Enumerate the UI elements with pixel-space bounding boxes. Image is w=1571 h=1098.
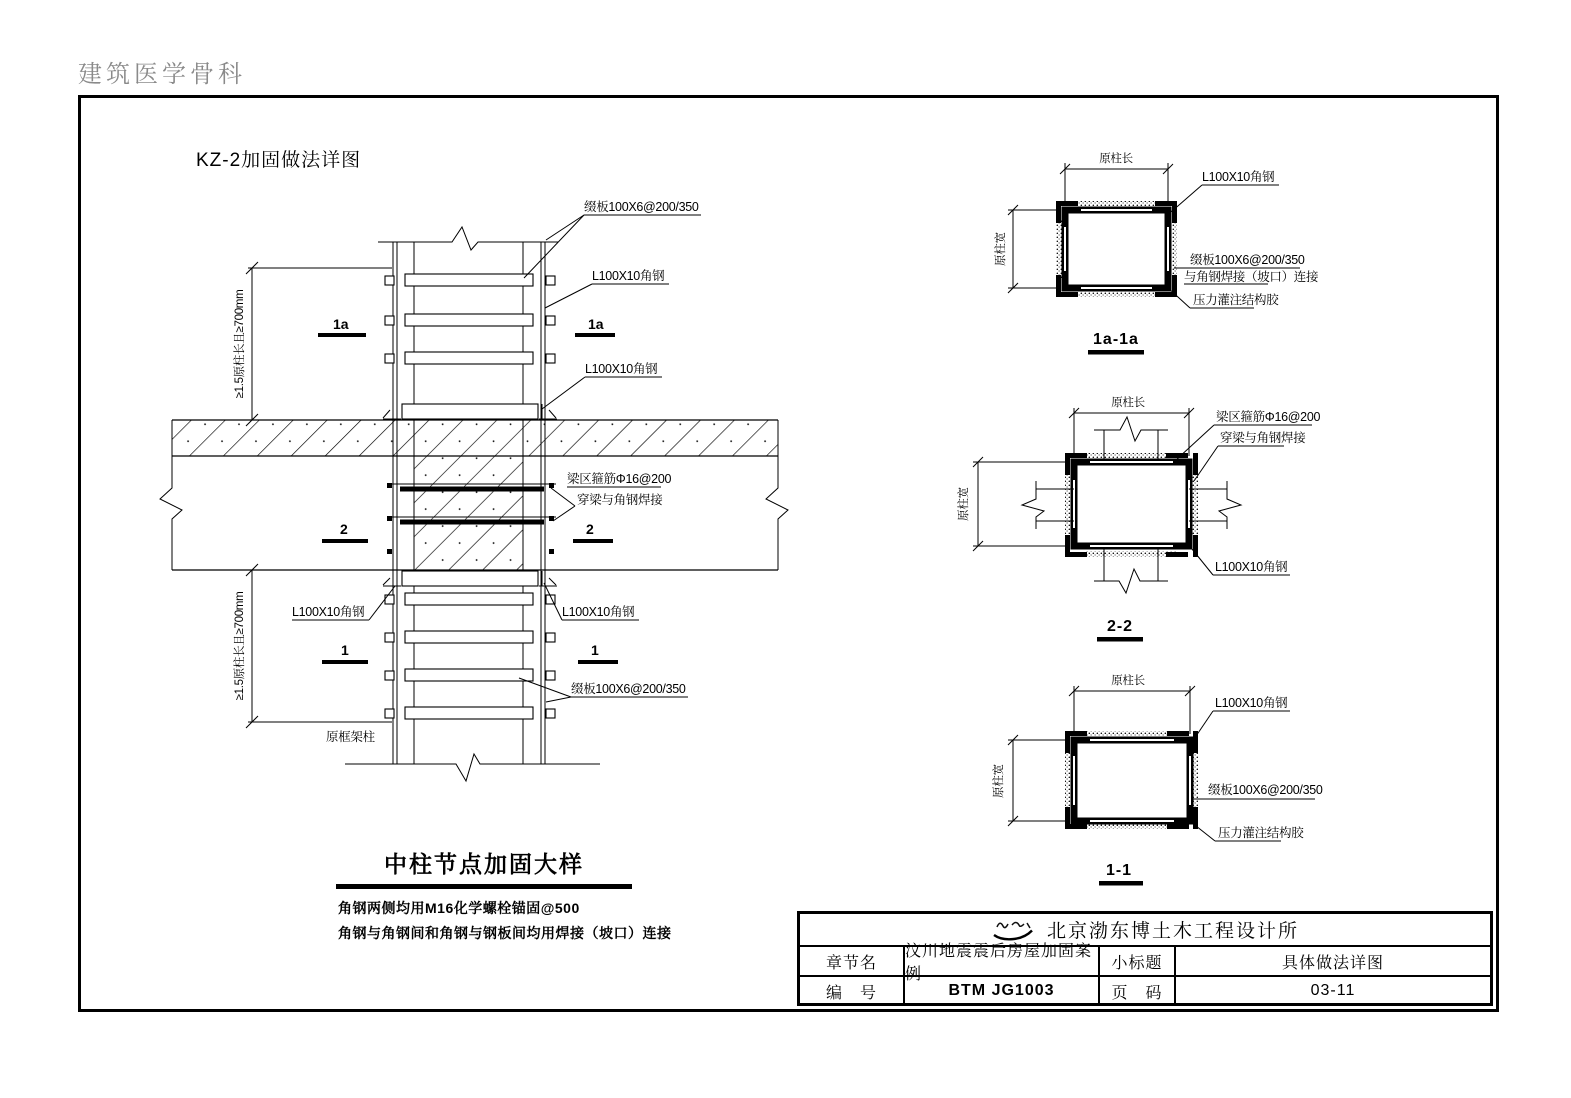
- field-chapter-value: 汶川地震震后房屋加固案例: [905, 947, 1100, 975]
- dim-wid-22: 原柱宽: [958, 487, 970, 521]
- section-title-22: 2-2: [1106, 618, 1134, 635]
- batten-label-bottom: 缀板100X6@200/350: [571, 682, 686, 696]
- dim-lower: [232, 564, 392, 728]
- stirrup-label: 梁区箍筋Φ16@200: [567, 472, 672, 486]
- angle-label-1a1a: L100X10角钢: [1202, 170, 1275, 184]
- title-block-row-3: [800, 977, 1490, 1005]
- detail-title-rule: [336, 884, 632, 889]
- field-subtitle-value: 具体做法详图: [1281, 954, 1384, 972]
- field-number-value: BTM JG1003: [905, 977, 1100, 1005]
- column-break-top: [378, 227, 558, 250]
- main-elevation: [160, 199, 788, 781]
- mark-2-right: 2: [586, 521, 594, 537]
- grout-label-11: 压力灌注结构胶: [1218, 826, 1304, 840]
- section-title-11: 1-1: [1105, 862, 1133, 879]
- joint-hatch: [414, 456, 523, 570]
- title-block-row-2: [800, 943, 1490, 983]
- company-name: 北京渤东博土木工程设计所: [1046, 921, 1299, 942]
- batten-label-1a1a: 缀板100X6@200/350: [1190, 253, 1305, 267]
- mark-1a-left: 1a: [333, 316, 349, 332]
- field-page-value: 03-11: [1310, 982, 1356, 999]
- column-break-bottom: [345, 754, 600, 781]
- dim-wid-1a1a: 原柱宽: [995, 232, 1007, 266]
- mark-1a-right: 1a: [588, 316, 604, 332]
- dim-len-22: 原柱长: [1111, 397, 1145, 409]
- mark-2-left: 2: [340, 521, 348, 537]
- detail-title: 中柱节点加固大样: [384, 851, 584, 877]
- mark-1-left: 1: [341, 642, 349, 658]
- angle-label-22: L100X10角钢: [1215, 560, 1288, 574]
- batten-label-11: 缀板100X6@200/350: [1208, 783, 1323, 797]
- angle-label-mid-right: L100X10角钢: [585, 362, 658, 376]
- stirrup-weld-label: 穿梁与角钢焊接: [577, 493, 663, 507]
- mark-1-right: 1: [591, 642, 599, 658]
- field-page-label: 页 码: [1100, 977, 1176, 1005]
- original-column-label: 原框架柱: [326, 730, 375, 744]
- watermark-text: 建筑医学骨科: [78, 60, 246, 88]
- weld-label-22: 穿梁与角钢焊接: [1220, 431, 1306, 445]
- section-1a-1a: [993, 151, 1319, 355]
- dim-len-11: 原柱长: [1111, 675, 1145, 687]
- section-1-1: [991, 673, 1323, 886]
- dim-upper: [232, 262, 392, 426]
- angle-label-top-right: L100X10角钢: [592, 269, 665, 283]
- slab-hatch: [172, 420, 778, 456]
- sheet-heading: KZ-2加固做法详图: [196, 150, 362, 171]
- field-chapter-label: 章节名: [800, 947, 905, 975]
- section-title-1a1a: 1a-1a: [1093, 331, 1139, 348]
- title-block-company-row: [800, 914, 1490, 947]
- field-subtitle-label: 小标题: [1100, 947, 1176, 975]
- dim-len-1a1a: 原柱长: [1099, 153, 1133, 165]
- note-line-1: 角钢两侧均用M16化学螺栓锚固@500: [338, 900, 580, 916]
- dim-wid-11: 原柱宽: [993, 764, 1005, 798]
- dim-lower-label: ≥1.5原柱长且≥700mm: [234, 591, 246, 701]
- section-2-2: [956, 395, 1320, 642]
- note-line-2: 角钢与角钢间和角钢与钢板间均用焊接（坡口）连接: [338, 925, 672, 941]
- title-block: [797, 911, 1493, 1006]
- field-number-label: 编 号: [800, 977, 905, 1005]
- angle-label-bottom-left: L100X10角钢: [292, 605, 365, 619]
- batten-label-top: 缀板100X6@200/350: [584, 200, 699, 214]
- angle-label-bottom-right: L100X10角钢: [562, 605, 635, 619]
- dim-upper-label: ≥1.5原柱长且≥700mm: [234, 289, 246, 399]
- weld-note-1a1a: 与角钢焊接（坡口）连接: [1184, 270, 1319, 284]
- stirrup-label-22: 梁区箍筋Φ16@200: [1216, 410, 1321, 424]
- grout-label-1a1a: 压力灌注结构胶: [1193, 293, 1279, 307]
- angle-label-11: L100X10角钢: [1215, 696, 1288, 710]
